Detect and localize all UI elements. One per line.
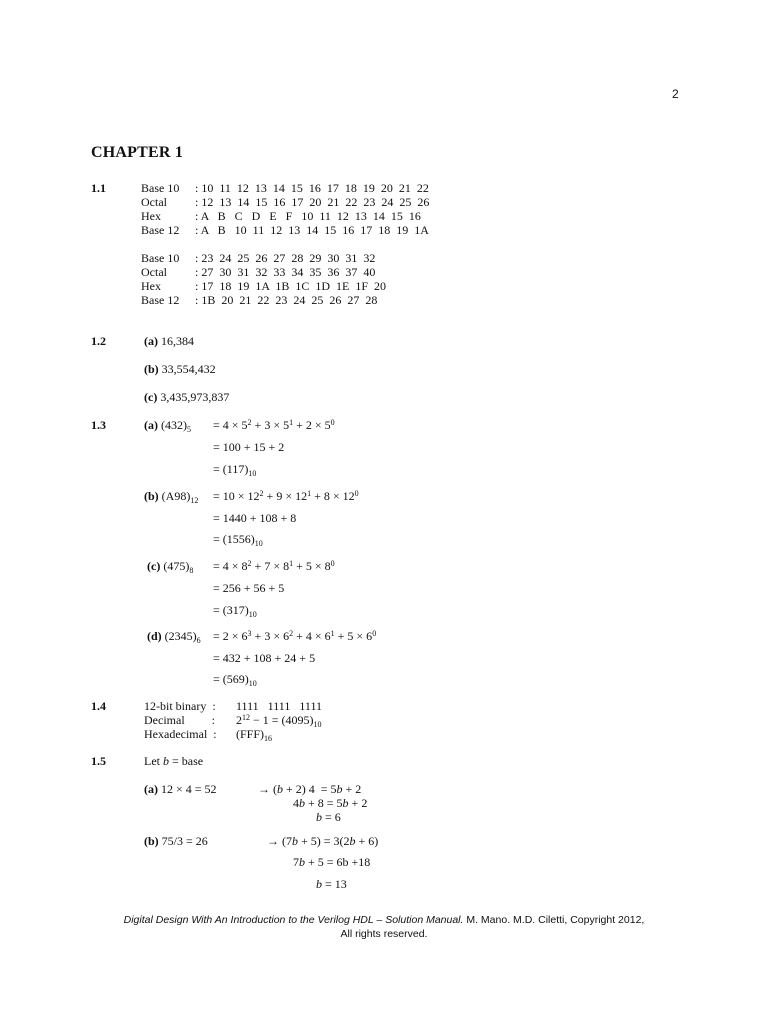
expansion-1-3-a: = $4 \times 5^2 + 3 \times 5^1 + 2 \times 5^0$ — [213, 418, 335, 432]
base: 10 — [248, 469, 257, 478]
value-hex — [236, 727, 272, 741]
expr-1-3-d — [147, 629, 201, 643]
row-label: Octal — [141, 265, 167, 279]
power-base: 2 — [236, 713, 242, 727]
exponent: 12 — [242, 713, 250, 722]
derivation-1-5-b-2: 7b + 5 = 6b +18 — [293, 855, 371, 869]
expansion-1-3-b: = $10 \times 12^2 + 9 \times 12^1 + 8 \times 12^0$ — [213, 489, 359, 503]
hex-number: (FFF) — [236, 727, 265, 741]
part-tag: (a) — [144, 418, 158, 432]
problem-number-1-5: 1.5 — [91, 754, 106, 768]
base: 8 — [189, 566, 194, 575]
part-tag: (c) — [147, 559, 161, 573]
answer-value: 33,554,432 — [158, 362, 216, 376]
expr-1-3-b — [144, 489, 198, 503]
value-decimal — [236, 713, 322, 727]
row-values: : 12 13 14 15 16 17 20 21 22 23 24 25 26 — [195, 195, 430, 209]
base: 12 — [190, 496, 199, 505]
row-values: : 10 11 12 13 14 15 16 17 18 19 20 21 22 — [195, 181, 429, 195]
row-label: Base 12 — [141, 293, 180, 307]
row-values: : 27 30 31 32 33 34 35 36 37 40 — [195, 265, 376, 279]
page-number: 2 — [672, 87, 679, 101]
expansion-1-3-c: = $4 \times 8^2 + 7 \times 8^1 + 5 \times 8^0$ — [213, 559, 335, 573]
decimal-rest: − 1 = (4095) — [250, 713, 314, 727]
result: = (569) — [213, 672, 249, 686]
result: = (1556) — [213, 532, 255, 546]
footer-citation — [0, 913, 768, 927]
number: (2345) — [164, 629, 197, 643]
row-values: : A B C D E F 10 11 12 13 14 15 16 — [195, 209, 421, 223]
label-decimal: Decimal : — [144, 713, 215, 727]
problem-number-1-3: 1.3 — [91, 418, 106, 432]
result-1-3-a — [213, 462, 256, 476]
answer-value: 3,435,973,837 — [157, 390, 230, 404]
result-1-3-b — [213, 532, 263, 546]
part-tag: (b) — [144, 362, 159, 376]
derivation-1-5-a-1: → (b + 2) 4 = 5b + 2 — [258, 782, 362, 796]
part-tag: (d) — [147, 629, 162, 643]
base: 10 — [254, 539, 263, 548]
base: 16 — [264, 734, 273, 743]
base: 10 — [313, 720, 322, 729]
intro-text: Let — [144, 754, 163, 768]
intro-1-5 — [144, 754, 203, 768]
result-1-3-c — [213, 603, 257, 617]
authors-copyright: M. Mano. M.D. Ciletti, Copyright 2012, — [463, 914, 645, 926]
derivation-1-5-b-1: → (7b + 5) = 3(2b + 6) — [267, 834, 379, 848]
step-1-3-a: = 100 + 15 + 2 — [213, 440, 285, 454]
step-1-3-b: = 1440 + 108 + 8 — [213, 511, 297, 525]
variable: b — [163, 754, 169, 768]
problem-number-1-2: 1.2 — [91, 334, 106, 348]
part-tag: (a) — [144, 782, 158, 796]
step-1-3-d: = 432 + 108 + 24 + 5 — [213, 651, 316, 665]
derivation-1-5-a-2: 4b + 8 = 5b + 2 — [293, 796, 368, 810]
answer-1-2-b — [144, 362, 216, 376]
label-binary: 12-bit binary : — [144, 699, 216, 713]
chapter-title: CHAPTER 1 — [91, 144, 184, 161]
result: = (117) — [213, 462, 249, 476]
part-tag: (b) — [144, 834, 159, 848]
footer-rights: All rights reserved. — [340, 928, 428, 940]
answer-1-5-b — [144, 834, 208, 848]
answer-1-2-a — [144, 334, 194, 348]
label-hexadecimal: Hexadecimal : — [144, 727, 217, 741]
row-label: Hex — [141, 209, 161, 223]
derivation-1-5-b-3: b = 13 — [316, 877, 347, 891]
base: 6 — [196, 636, 201, 645]
expr-1-3-a — [144, 418, 191, 432]
derivation-1-5-a-3: b = 6 — [316, 810, 341, 824]
answer-value: 16,384 — [158, 334, 194, 348]
part-tag: (a) — [144, 334, 158, 348]
problem-number-1-1: 1.1 — [91, 181, 106, 195]
base: 10 — [248, 610, 257, 619]
row-label: Base 10 — [141, 181, 180, 195]
answer-1-5-a — [144, 782, 217, 796]
row-label: Hex — [141, 279, 161, 293]
base: 5 — [187, 425, 191, 434]
problem-number-1-4: 1.4 — [91, 699, 106, 713]
step-1-3-c: = 256 + 56 + 5 — [213, 581, 285, 595]
number: (475) — [163, 559, 190, 573]
part-tag: (c) — [144, 390, 158, 404]
expr-1-3-c — [147, 559, 193, 573]
number: (A98) — [161, 489, 191, 503]
answer-1-2-c — [144, 390, 229, 404]
book-title: Digital Design With An Introduction to the Verilog HDL – Solution Manual. — [123, 914, 464, 926]
equation: 75/3 = 26 — [158, 834, 208, 848]
equation: 12 × 4 = 52 — [158, 782, 217, 796]
row-label: Base 12 — [141, 223, 180, 237]
row-label: Octal — [141, 195, 167, 209]
row-values: : 23 24 25 26 27 28 29 30 31 32 — [195, 251, 376, 265]
base: 10 — [248, 679, 257, 688]
row-label: Base 10 — [141, 251, 180, 265]
row-values: : A B 10 11 12 13 14 15 16 17 18 19 1A — [195, 223, 429, 237]
row-values: : 17 18 19 1A 1B 1C 1D 1E 1F 20 — [195, 279, 387, 293]
part-tag: (b) — [144, 489, 159, 503]
number: (432) — [161, 418, 187, 432]
expansion-1-3-d: = $2 \times 6^3 + 3 \times 6^2 + 4 \times 6^1 + 5 \times 6^0$ — [213, 629, 377, 643]
intro-text: = base — [169, 754, 204, 768]
result: = (317) — [213, 603, 249, 617]
row-values: : 1B 20 21 22 23 24 25 26 27 28 — [195, 293, 378, 307]
value-binary: 1111 1111 1111 — [236, 699, 322, 713]
result-1-3-d — [213, 672, 257, 686]
